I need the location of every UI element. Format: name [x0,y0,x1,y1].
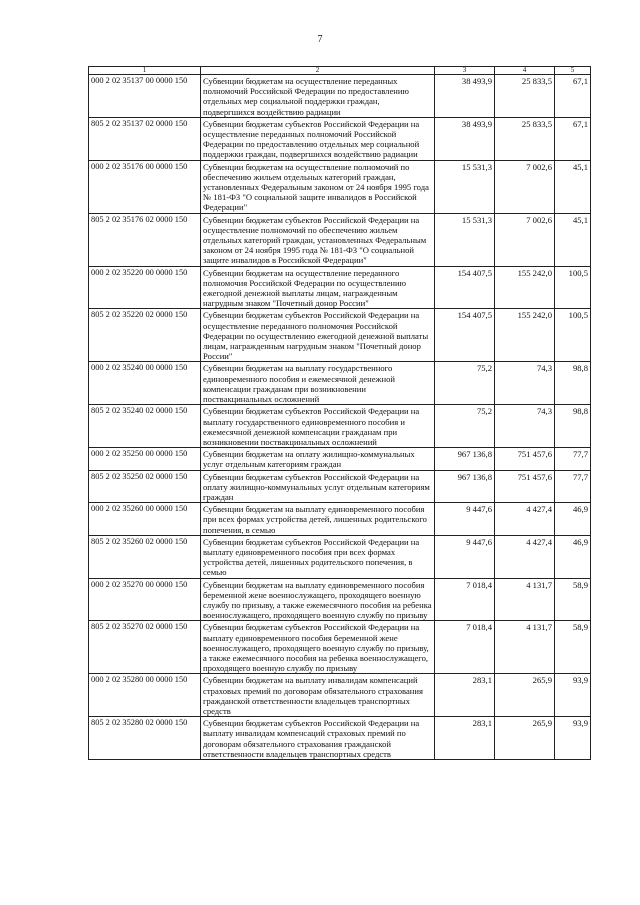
page-number: 7 [317,34,323,45]
description-cell: Субвенции бюджетам субъектов Российской Федерации на выплату инвалидам компенсаций страховых премий по договорам обязательного страхования гражданской ответственности владельцев транспортных средств [201,717,435,760]
column-header: 4 [495,67,555,75]
actual-value-cell: 7 002,6 [495,213,555,266]
table-row [89,503,591,536]
table-row [89,717,591,760]
percent-cell: 45,1 [555,213,591,266]
budget-code-cell: 000 2 02 35270 00 0000 150 [89,578,201,621]
budget-code-cell: 805 2 02 35270 02 0000 150 [89,621,201,674]
table-row [89,578,591,621]
actual-value-cell: 4 427,4 [495,535,555,578]
budget-code-cell: 805 2 02 35250 02 0000 150 [89,470,201,503]
budget-code-cell: 000 2 02 35250 00 0000 150 [89,448,201,470]
actual-value-cell: 74,3 [495,405,555,448]
description-cell: Субвенции бюджетам на выплату единовременного пособия при всех формах устройства детей, лишенных родительского попечения, в семью [201,503,435,536]
percent-cell: 93,9 [555,674,591,717]
description-cell: Субвенции бюджетам на оплату жилищно-коммунальных услуг отдельным категориям граждан [201,448,435,470]
plan-value-cell: 7 018,4 [435,621,495,674]
description-cell: Субвенции бюджетам субъектов Российской Федерации на осуществление переданных полномочий Российской Федерации по предоставлению отдельных мер социальной поддержки граждан, подвергшихся воздействию радиации [201,117,435,160]
budget-code-cell: 000 2 02 35220 00 0000 150 [89,266,201,309]
percent-cell: 98,8 [555,405,591,448]
percent-cell: 58,9 [555,578,591,621]
plan-value-cell: 7 018,4 [435,578,495,621]
table-row [89,674,591,717]
plan-value-cell: 75,2 [435,362,495,405]
table-row [89,362,591,405]
plan-value-cell: 967 136,8 [435,448,495,470]
description-cell: Субвенции бюджетам на выплату инвалидам компенсаций страховых премий по договорам обязательного страхования гражданской ответственности владельцев транспортных средств [201,674,435,717]
table-row [89,535,591,578]
table-row [89,621,591,674]
actual-value-cell: 751 457,6 [495,448,555,470]
column-header: 2 [201,67,435,75]
percent-cell: 100,5 [555,266,591,309]
actual-value-cell: 25 833,5 [495,117,555,160]
budget-code-cell: 805 2 02 35240 02 0000 150 [89,405,201,448]
actual-value-cell: 25 833,5 [495,75,555,118]
actual-value-cell: 4 131,7 [495,578,555,621]
table-row [89,160,591,213]
table-row [89,117,591,160]
plan-value-cell: 9 447,6 [435,503,495,536]
plan-value-cell: 154 407,5 [435,266,495,309]
percent-cell: 45,1 [555,160,591,213]
column-header: 1 [89,67,201,75]
percent-cell: 67,1 [555,75,591,118]
percent-cell: 58,9 [555,621,591,674]
budget-code-cell: 805 2 02 35260 02 0000 150 [89,535,201,578]
budget-code-cell: 000 2 02 35137 00 0000 150 [89,75,201,118]
table-row [89,309,591,362]
plan-value-cell: 967 136,8 [435,470,495,503]
description-cell: Субвенции бюджетам субъектов Российской Федерации на оплату жилищно-коммунальных услуг отдельным категориям граждан [201,470,435,503]
percent-cell: 46,9 [555,503,591,536]
actual-value-cell: 751 457,6 [495,470,555,503]
table-row [89,448,591,470]
actual-value-cell: 4 427,4 [495,503,555,536]
percent-cell: 98,8 [555,362,591,405]
plan-value-cell: 283,1 [435,717,495,760]
description-cell: Субвенции бюджетам на выплату государственного единовременного пособия и ежемесячной денежной компенсации гражданам при возникновении поствакцинальных осложнений [201,362,435,405]
description-cell: Субвенции бюджетам субъектов Российской Федерации на осуществление переданного полномочия Российской Федерации по осуществлению ежегодной денежной выплаты лицам, награжденным нагрудным знаком "Почетный донор России" [201,309,435,362]
plan-value-cell: 38 493,9 [435,117,495,160]
description-cell: Субвенции бюджетам на осуществление переданных полномочий Российской Федерации по предоставлению отдельных мер социальной поддержки граждан, подвергшихся воздействию радиации [201,75,435,118]
budget-code-cell: 000 2 02 35176 00 0000 150 [89,160,201,213]
table-row [89,266,591,309]
plan-value-cell: 283,1 [435,674,495,717]
percent-cell: 77,7 [555,448,591,470]
table-body [89,67,591,760]
description-cell: Субвенции бюджетам на выплату единовременного пособия беременной жене военнослужащего, проходящего военную службу по призыву, а также ежемесячного пособия на ребенка военнослужащего, проходящего военную службу по призыву [201,578,435,621]
table-row [89,75,591,118]
percent-cell: 46,9 [555,535,591,578]
actual-value-cell: 265,9 [495,717,555,760]
percent-cell: 100,5 [555,309,591,362]
actual-value-cell: 155 242,0 [495,309,555,362]
column-header: 5 [555,67,591,75]
budget-code-cell: 805 2 02 35280 02 0000 150 [89,717,201,760]
description-cell: Субвенции бюджетам на осуществление полномочий по обеспечению жильем отдельных категорий граждан, установленных Федеральным законом от 24 ноября 1995 года № 181-ФЗ "О социальной защите инвалидов в Российской Федерации" [201,160,435,213]
description-cell: Субвенции бюджетам субъектов Российской Федерации на выплату государственного единовременного пособия и ежемесячной денежной компенсации гражданам при возникновении поствакцинальных осложнений [201,405,435,448]
plan-value-cell: 75,2 [435,405,495,448]
description-cell: Субвенции бюджетам субъектов Российской Федерации на выплату единовременного пособия беременной жене военнослужащего, проходящего военную службу по призыву, а также ежемесячного пособия на ребенка военнослужащего, проходящего военную службу по призыву [201,621,435,674]
percent-cell: 93,9 [555,717,591,760]
plan-value-cell: 9 447,6 [435,535,495,578]
actual-value-cell: 155 242,0 [495,266,555,309]
actual-value-cell: 4 131,7 [495,621,555,674]
budget-code-cell: 000 2 02 35260 00 0000 150 [89,503,201,536]
column-number-row [89,67,591,75]
table-row [89,405,591,448]
plan-value-cell: 154 407,5 [435,309,495,362]
budget-code-cell: 805 2 02 35137 02 0000 150 [89,117,201,160]
budget-code-cell: 000 2 02 35240 00 0000 150 [89,362,201,405]
budget-code-cell: 805 2 02 35176 02 0000 150 [89,213,201,266]
actual-value-cell: 7 002,6 [495,160,555,213]
plan-value-cell: 15 531,3 [435,160,495,213]
actual-value-cell: 265,9 [495,674,555,717]
column-header: 3 [435,67,495,75]
budget-table [88,66,591,760]
description-cell: Субвенции бюджетам субъектов Российской Федерации на выплату единовременного пособия при всех формах устройства детей, лишенных родительского попечения, в семью [201,535,435,578]
percent-cell: 67,1 [555,117,591,160]
plan-value-cell: 15 531,3 [435,213,495,266]
budget-code-cell: 805 2 02 35220 02 0000 150 [89,309,201,362]
budget-code-cell: 000 2 02 35280 00 0000 150 [89,674,201,717]
actual-value-cell: 74,3 [495,362,555,405]
table-row [89,213,591,266]
plan-value-cell: 38 493,9 [435,75,495,118]
table-row [89,470,591,503]
description-cell: Субвенции бюджетам субъектов Российской Федерации на осуществление полномочий по обеспечению жильем отдельных категорий граждан, установленных Федеральным законом от 24 ноября 1995 года № 181-ФЗ "О социальной защите инвалидов в Российской Федерации" [201,213,435,266]
percent-cell: 77,7 [555,470,591,503]
description-cell: Субвенции бюджетам на осуществление переданного полномочия Российской Федерации по осуществлению ежегодной денежной выплаты лицам, награжденным нагрудным знаком "Почетный донор России" [201,266,435,309]
